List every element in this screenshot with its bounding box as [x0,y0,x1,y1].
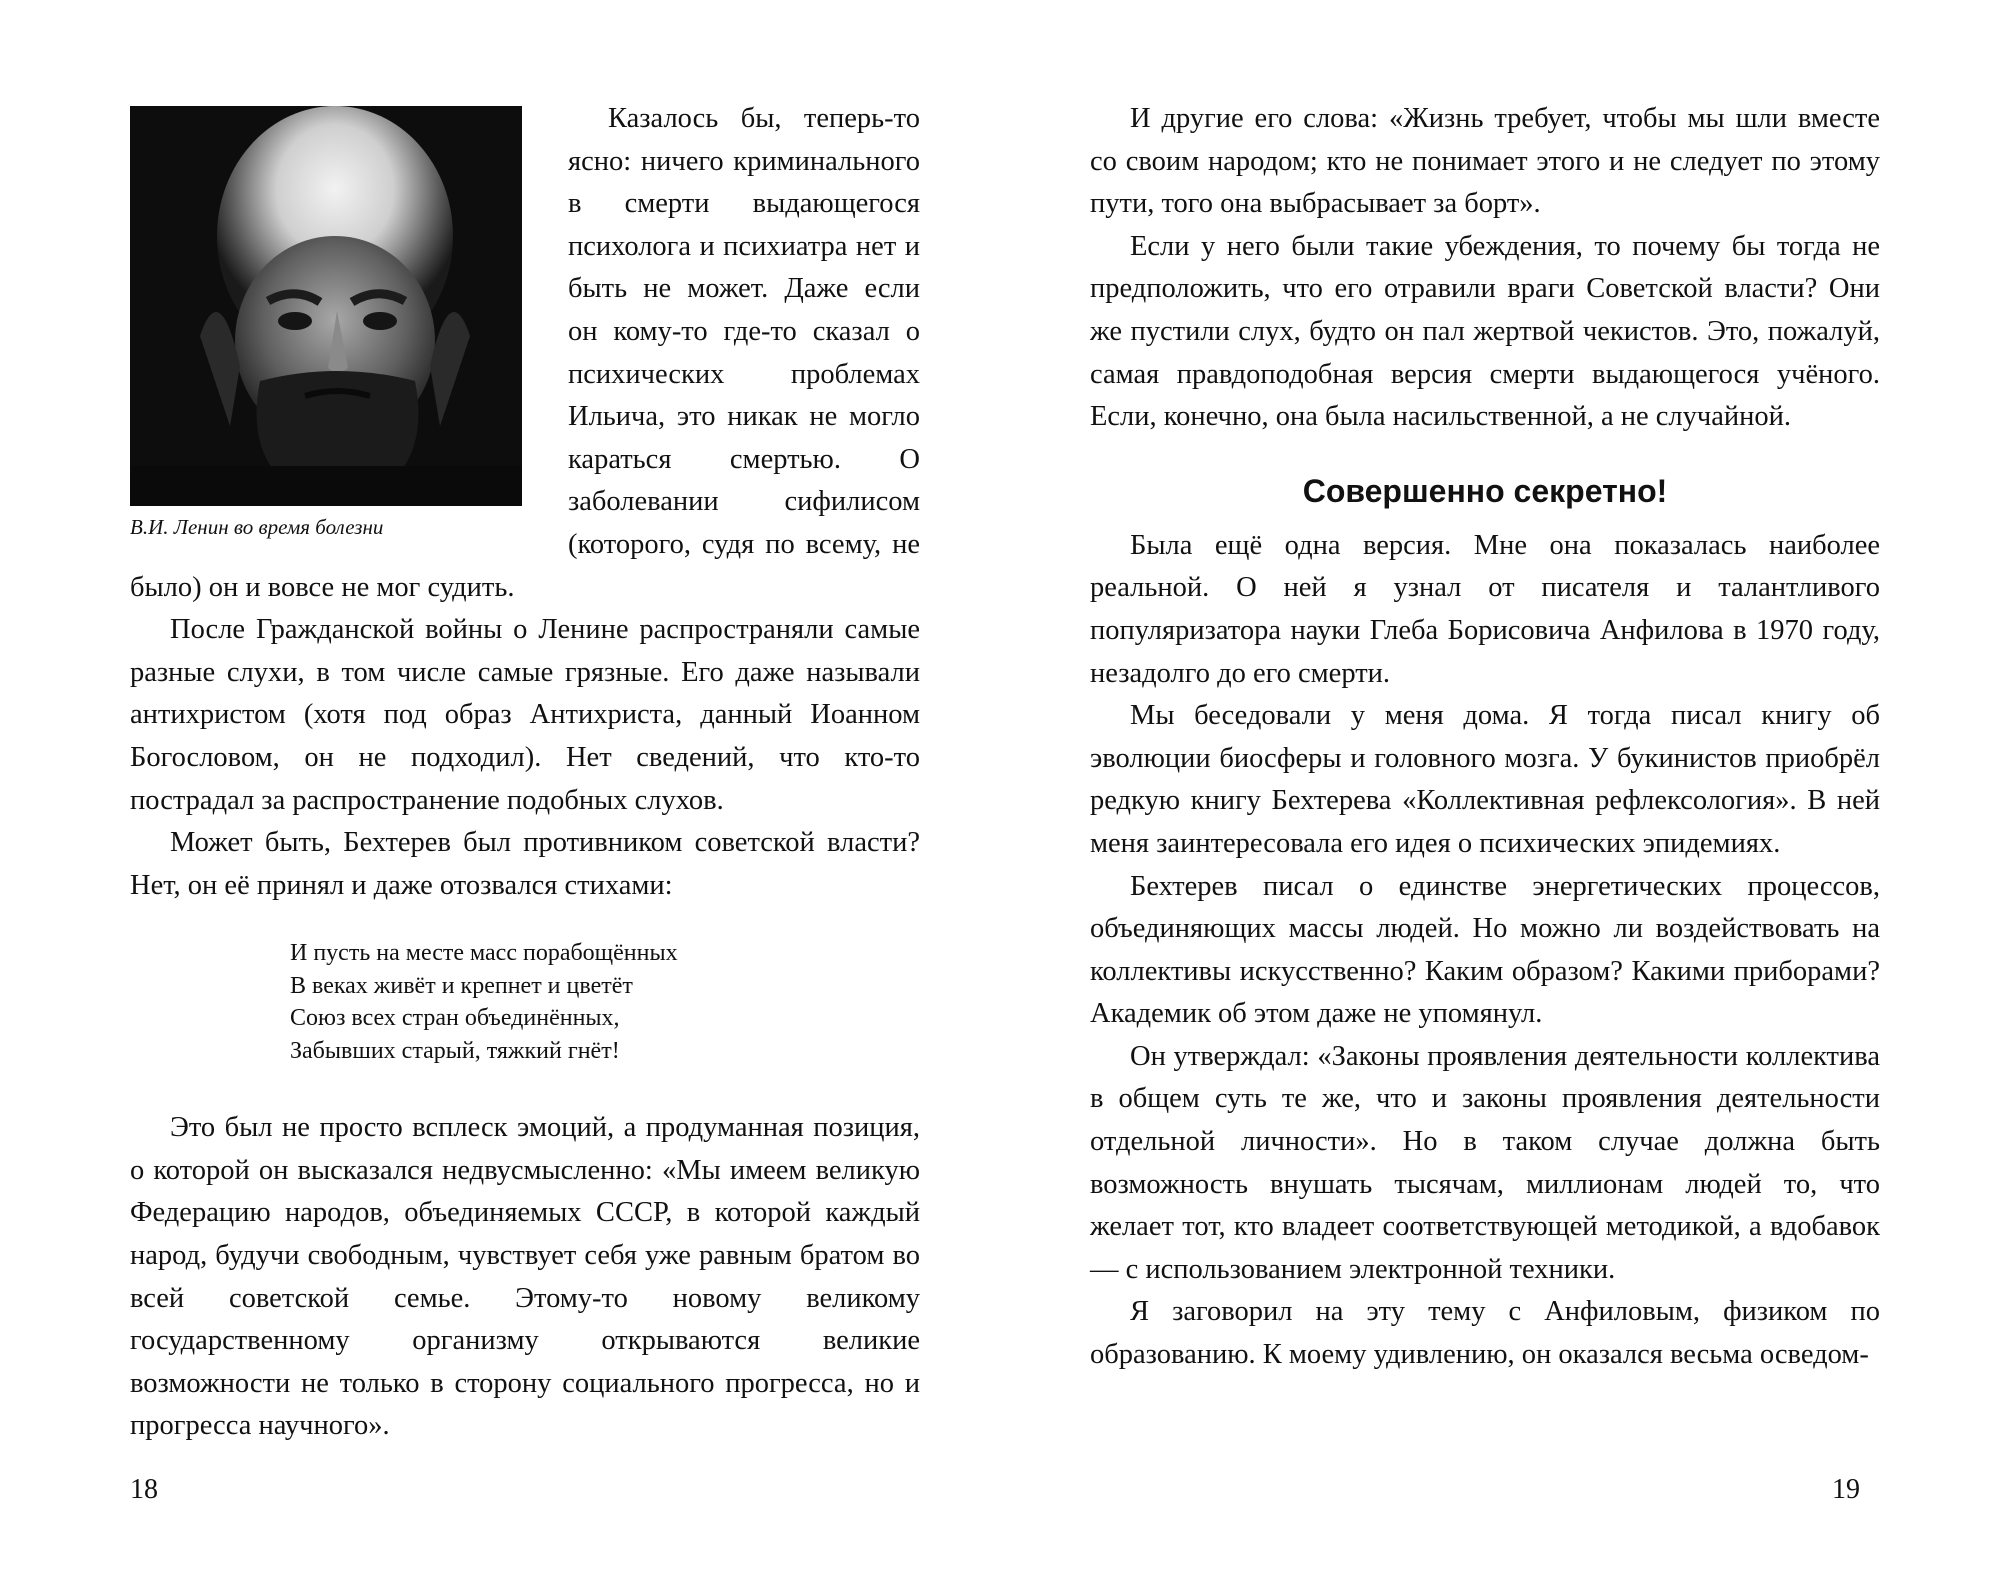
left-paragraph-2: После Гражданской войны о Ленине распространяли самые разные слухи, в том числе самые грязные. Его даже называли антихристом (хотя под образ Антихриста, данный Иоанном Богословом, он не подходил). Нет сведений, что кто-то пострадал за распространение подобных слухов. [130,614,920,816]
poem-line: В веках живёт и крепнет и цветёт [290,972,633,999]
section-paragraph-3: Бехтерев писал о единстве энергетических процессов, объединяющих массы людей. Но можно ли воздействовать на коллективы искусственно? Каким образом? Какими приборами? Академик об этом даже не упомянул. [1090,870,1880,1030]
left-paragraph-1: Казалось бы, теперь-то ясно: ничего криминального в смерти выдающегося психолога и психиатра нет и быть не может. Даже если он кому-то где-то сказал о психических проблемах Ильича, это никак не могло караться смертью. О заболевании сифилисом (которого, судя по всему, не было) он и вовсе не мог судить. [130,103,920,603]
section-paragraph-1: Была ещё одна версия. Мне она показалась наиболее реальной. О ней я узнал от писателя и талантливого популяризатора науки Глеба Борисовича Анфилова в 1970 году, незадолго до его смерти. [1090,529,1880,689]
right-paragraph-1: И другие его слова: «Жизнь требует, чтобы мы шли вместе со своим народом; кто не понимает этого и не следует по этому пути, того она выбрасывает за борт». [1090,103,1880,220]
page-number-right: 19 [1832,1474,1860,1505]
right-paragraph-2: Если у него были такие убеждения, то почему бы тогда не предположить, что его отравили враги Советской власти? Они же пустили слух, будто он пал жертвой чекистов. Это, пожалуй, самая правдоподобная версия смерти выдающегося учёного. Если, конечно, она была насильственной, а не случайной. [1090,230,1880,433]
poem-line: И пусть на месте масс порабощённых [290,940,678,967]
right-page [1090,98,1880,1498]
left-paragraph-4: Это был не просто всплеск эмоций, а продуманная позиция, о которой он высказался недвусмысленно: «Мы имеем великую Федерацию народов, объединяемых СССР, в которой каждый народ, будучи свободным, чувствует себя уже равным братом во всей советской семье. Этому-то новому великому государственному организму открываются великие возможности не только в сторону социального прогресса, но и прогресса научного». [130,1112,920,1442]
poem-line: Забывших старый, тяжкий гнёт! [290,1037,620,1064]
left-page [130,98,920,1498]
section-paragraph-4: Он утверждал: «Законы проявления деятельности коллектива в общем суть те же, что и законы проявления деятельности отдельной личности». Но в таком случае должна быть возможность внушать тысячам, миллионам людей то, что желает тот, кто владеет соответствующей методикой, а вдобавок — с использованием электронной техники. [1090,1040,1880,1285]
section-paragraph-5: Я заговорил на эту тему с Анфиловым, физиком по образованию. К моему удивлению, он оказался весьма осведом- [1090,1296,1880,1371]
page-number-left: 18 [130,1474,158,1505]
left-paragraph-3: Может быть, Бехтерев был противником советской власти? Нет, он её принял и даже отозвался стихами: [130,827,920,901]
figure-caption: В.И. Ленин во время болезни [130,515,384,539]
lenin-figure [130,106,538,540]
section-paragraph-2: Мы беседовали у меня дома. Я тогда писал книгу об эволюции биосферы и головного мозга. У букинистов приобрёл редкую книгу Бехтерева «Коллективная рефлексология». В ней меня заинтересовала его идея о психических эпидемиях. [1090,700,1880,859]
poem-block [290,937,920,1067]
lenin-portrait-photo [130,106,522,506]
poem-line: Союз всех стран объединённых, [290,1005,620,1032]
section-heading: Совершенно секретно! [1302,472,1668,509]
